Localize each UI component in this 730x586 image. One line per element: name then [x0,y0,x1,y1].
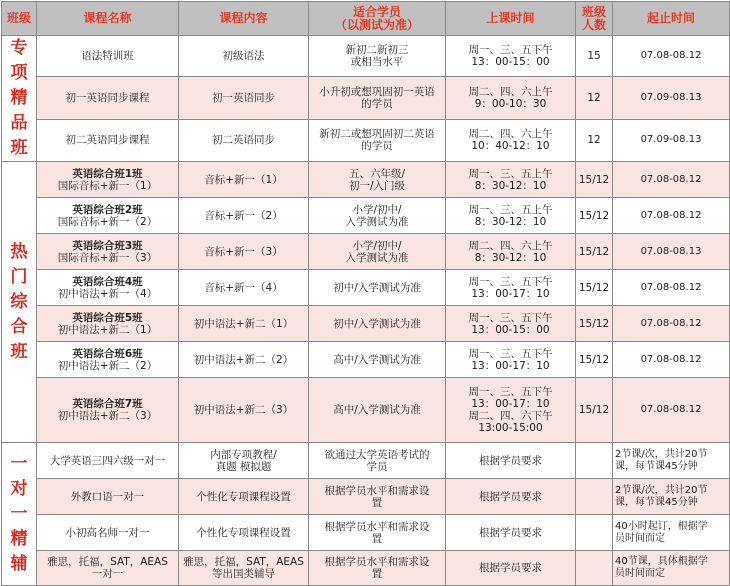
schedule-cell: 周二、四、六上午 9：00-10：30 [446,77,576,119]
course-name-cell [37,270,179,306]
students-cell: 初中/入学测试为准 [309,270,446,306]
course-content-cell: 初中语法+新二（2） [179,342,309,378]
class-size-cell [576,479,613,515]
schedule-cell: 周一、三、五下午 13：00-17：10 [446,270,576,306]
schedule-cell: 周二、四、六上午 8：30-12：10 [446,234,576,270]
class-size-cell: 15 [576,36,613,77]
course-name: 雅思，托福，SAT，AEAS 一对一 [47,556,168,580]
course-name: 大学英语三四六级一对一 [49,454,166,467]
class-title: 英语综合班6班 [72,347,143,360]
course-name-cell [37,162,179,198]
table-row [2,515,730,551]
course-content-cell: 初中语法+新二（3） [179,378,309,443]
class-size-cell [576,443,613,479]
class-subtitle: 国际音标+新一（3） [57,251,158,264]
dates-cell: 40小时起订，根据学 员时间而定 [613,515,730,551]
course-name: 语法特训班 [81,50,134,63]
header-row [2,2,730,36]
schedule-cell: 周二、四、六上午 10：40-12：10 [446,119,576,161]
course-content-cell: 初二英语同步 [179,119,309,161]
class-size-cell: 15/12 [576,234,613,270]
course-name: 初一英语同步课程 [65,91,150,104]
dates-cell: 07.09-08.13 [613,77,730,119]
class-size-cell: 15/12 [576,378,613,443]
students-cell: 新初二新初三 或相当水平 [309,36,446,77]
table-row [2,234,730,270]
class-title: 英语综合班5班 [72,311,143,324]
schedule-cell: 周一、三、五上午 8：30-12：10 [446,198,576,234]
header-class: 班级 [2,2,37,36]
class-size-cell: 15/12 [576,162,613,198]
course-content-cell: 内部专项教程/ 真题 模拟题 [179,443,309,479]
dates-cell: 07.08-08.12 [613,270,730,306]
course-content-cell: 音标+新一（4） [179,270,309,306]
schedule-cell: 根据学员要求 [446,551,576,586]
course-name-cell [37,306,179,342]
table-row [2,162,730,198]
class-title: 英语综合班7班 [72,398,143,410]
dates-cell: 2节课/次，共计20节 课，每节课45分钟 [613,443,730,479]
course-content-cell: 雅思，托福，SAT，AEAS 等出国类辅导 [179,551,309,586]
schedule-cell: 周一、三、五下午 13：00-15：00 [446,306,576,342]
class-subtitle: 初中语法+新一（4） [57,287,158,300]
class-title: 英语综合班3班 [72,239,143,252]
header-count: 班级 人数 [576,2,613,36]
table-row [2,306,730,342]
dates-cell: 07.08-08.12 [613,306,730,342]
course-content-cell: 初级语法 [179,36,309,77]
class-subtitle: 国际音标+新一（2） [57,215,158,228]
course-content-cell: 音标+新一（1） [179,162,309,198]
class-size-cell: 15/12 [576,342,613,378]
course-name-cell [37,77,179,119]
table-row [2,36,730,77]
dates-cell: 07.08-08.13 [613,234,730,270]
class-size-cell [576,551,613,586]
course-name-cell [37,479,179,515]
course-name: 小初高名师一对一 [65,526,150,539]
schedule-cell: 根据学员要求 [446,515,576,551]
dates-cell: 07.09-08.13 [613,119,730,161]
course-name-cell [37,119,179,161]
group-label: 专 项 精 品 班 [2,36,37,162]
dates-cell: 2节课/次，共计20节 课，每节课45分钟 [613,479,730,515]
dates-cell: 40节课，具体根据学 员时间而定 [613,551,730,586]
students-cell: 根据学员水平和需求设 置 [309,479,446,515]
class-size-cell [576,515,613,551]
class-size-cell: 12 [576,77,613,119]
class-subtitle: 初中语法+新二（1） [57,323,158,336]
schedule-cell: 周一、三、五下午 13：00-17：10 [446,342,576,378]
schedule-cell: 周一、三、五下午 13：00-15：00 [446,36,576,77]
table-row [2,443,730,479]
course-name-cell [37,342,179,378]
header-dates: 起止时间 [613,2,730,36]
students-cell: 小升初或想巩固初一英语 的学员 [309,77,446,119]
course-content-cell: 个性化专项课程设置 [179,479,309,515]
course-name-cell [37,443,179,479]
header-course-name: 课程名称 [37,2,179,36]
dates-cell: 07.08-08.12 [613,198,730,234]
dates-cell: 07.08-08.12 [613,162,730,198]
students-cell: 初中/入学测试为准 [309,306,446,342]
course-content-cell: 初中语法+新二（1） [179,306,309,342]
course-content-cell: 个性化专项课程设置 [179,515,309,551]
schedule-cell: 根据学员要求 [446,479,576,515]
class-size-cell: 15/12 [576,198,613,234]
class-size-cell: 15/12 [576,270,613,306]
table-row [2,77,730,119]
class-title: 英语综合班4班 [72,275,143,288]
students-cell: 小学/初中/ 入学测试为准 [309,234,446,270]
students-cell: 欲通过大学英语考试的 学员 [309,443,446,479]
course-name-cell [37,36,179,77]
course-name: 初二英语同步课程 [65,134,150,147]
students-cell: 根据学员水平和需求设 置 [309,515,446,551]
dates-cell: 07.08-08.12 [613,36,730,77]
header-course-content: 课程内容 [179,2,309,36]
course-name: 外教口语一对一 [70,490,145,503]
students-cell: 高中/入学测试为准 [309,342,446,378]
table-row [2,119,730,161]
header-schedule: 上课时间 [446,2,576,36]
course-name-cell [37,515,179,551]
header-students: 适合学员 （以测试为准） [309,2,446,36]
course-name-cell [37,234,179,270]
class-size-cell: 12 [576,119,613,161]
class-subtitle: 初中语法+新二（3） [57,410,158,422]
schedule-cell: 根据学员要求 [446,443,576,479]
schedule-cell: 周一、三、五下午 13：00-17：10 周二、四、六下午 13:00-15:00 [446,378,576,443]
students-cell: 高中/入学测试为准 [309,378,446,443]
table-row [2,378,730,443]
schedule-cell: 周一、三、五上午 8：30-12：10 [446,162,576,198]
table-body [2,36,730,586]
class-subtitle: 国际音标+新一（1） [57,179,158,192]
table-row [2,270,730,306]
course-name-cell [37,551,179,586]
students-cell: 根据学员水平和需求设 置 [309,551,446,586]
students-cell: 新初二或想巩固初二英语 的学员 [309,119,446,161]
table-row [2,342,730,378]
table-row [2,551,730,586]
dates-cell: 07.08-08.12 [613,342,730,378]
group-label: 一 对 一 精 辅 [2,443,37,586]
course-schedule-table [1,1,730,586]
class-title: 英语综合班1班 [72,167,143,180]
course-name-cell [37,198,179,234]
course-content-cell: 音标+新一（2） [179,198,309,234]
students-cell: 小学/初中/ 入学测试为准 [309,198,446,234]
class-size-cell: 15/12 [576,306,613,342]
class-subtitle: 初中语法+新二（2） [57,359,158,372]
course-content-cell: 初一英语同步 [179,77,309,119]
dates-cell: 07.08-08.12 [613,378,730,443]
students-cell: 五、六年级/ 初一/入门级 [309,162,446,198]
course-content-cell: 音标+新一（3） [179,234,309,270]
table-row [2,479,730,515]
group-label: 热 门 综 合 班 [2,162,37,443]
class-title: 英语综合班2班 [72,203,143,216]
course-name-cell [37,378,179,443]
table-row [2,198,730,234]
